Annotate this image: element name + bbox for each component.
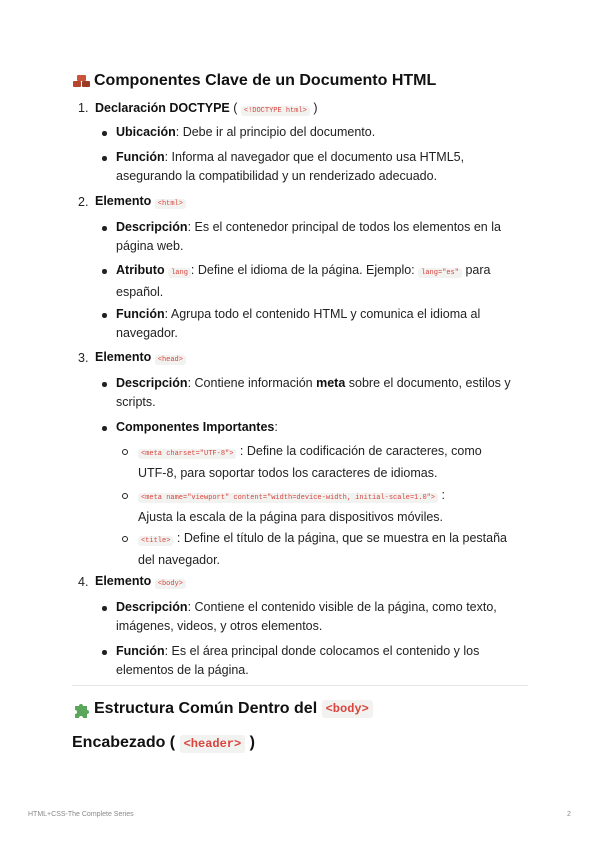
divider [72, 685, 528, 686]
bullet-label: Descripción [116, 220, 188, 234]
sub-bullet-text: : Define el título de la página, que se muestra en la pestaña [176, 531, 507, 545]
bullet-icon [102, 131, 107, 136]
sub-bullet-text: : [441, 488, 446, 502]
list-item [116, 148, 464, 186]
bullet-text-line2: imágenes, videos, y otros elementos. [116, 619, 323, 633]
bullet-icon [102, 156, 107, 161]
inline-code: <head> [155, 355, 186, 365]
item-title-row [95, 192, 186, 214]
bullet-text-line2: scripts. [116, 395, 156, 409]
bullet-label: Descripción [116, 376, 188, 390]
sub-bullet-icon [122, 449, 128, 455]
bullet-icon [102, 650, 107, 655]
list-item [116, 642, 479, 680]
inline-code: <header> [180, 735, 246, 753]
bullet-text: : Informa al navegador que el documento usa HTML5, [164, 150, 465, 164]
inline-code: <body> [322, 700, 373, 718]
sub-list-item [138, 529, 507, 570]
list-item [116, 598, 497, 636]
heading-header: Encabezado ( <header> ) [72, 734, 255, 751]
bullet-text: para [465, 263, 491, 277]
item-title-row [95, 348, 186, 370]
sub-bullet-icon [122, 493, 128, 499]
list-item [116, 218, 501, 256]
heading-components-text: Componentes Clave de un Documento HTML [94, 72, 437, 89]
bullet-icon [102, 426, 107, 431]
sub-bullet-text: : Define la codificación de caracteres, como [239, 444, 482, 458]
item-title: Elemento [95, 350, 152, 364]
bullet-text: : Es el área principal donde colocamos el contenido y los [164, 644, 480, 658]
bullet-icon [102, 313, 107, 318]
inline-code: <html> [155, 199, 186, 209]
bullet-label: Función [116, 644, 165, 658]
item-title-row: Declaración DOCTYPE ( <!DOCTYPE html> ) [95, 101, 318, 115]
list-item [116, 123, 375, 142]
bullet-icon [102, 606, 107, 611]
bullet-label: Componentes Importantes [116, 420, 275, 434]
bullet-text-line2: elementos de la página. [116, 663, 249, 677]
item-number: 4. [78, 575, 89, 589]
page-number: 2 [567, 811, 571, 818]
sub-bullet-text-line2: UTF-8, para soportar todos los caracteres de idiomas. [138, 466, 438, 480]
puzzle-icon [72, 701, 92, 717]
bullet-icon [102, 226, 107, 231]
bullet-text-line2: navegador. [116, 326, 178, 340]
list-item [116, 261, 490, 302]
bullet-text: : Contiene información [187, 376, 317, 390]
sub-bullet-icon [122, 536, 128, 542]
bullet-label: Atributo [116, 263, 165, 277]
sub-bullet-text-line2: del navegador. [138, 553, 221, 567]
footer-title: HTML+CSS-The Complete Series [28, 811, 134, 818]
heading-components [72, 72, 436, 90]
item-title: Elemento [95, 194, 152, 208]
inline-code: lang [168, 268, 191, 278]
sub-list-item [138, 486, 445, 527]
item-title: Elemento [95, 574, 152, 588]
heading-structure [72, 700, 373, 718]
item-title-row [95, 572, 186, 594]
heading-structure-text: Estructura Común Dentro del [94, 700, 318, 717]
bullet-text-line2: asegurando la compatibilidad y un renderizado adecuado. [116, 169, 438, 183]
bullet-label: Función [116, 150, 165, 164]
inline-code: <body> [155, 579, 186, 589]
bullet-text: sobre el documento, estilos y [345, 376, 511, 390]
bullet-label: Descripción [116, 600, 188, 614]
bullet-icon [102, 269, 107, 274]
item-number: 3. [78, 351, 89, 365]
sub-bullet-text-line2: Ajusta la escala de la página para dispositivos móviles. [138, 510, 444, 524]
bullet-label: Ubicación [116, 125, 176, 139]
bullet-text: : Debe ir al principio del documento. [175, 125, 376, 139]
list-item [116, 374, 511, 412]
bullet-icon [102, 382, 107, 387]
inline-code: <meta name="viewport" content="width=device-width, initial-scale=1.0"> [138, 493, 438, 503]
item-title: Declaración DOCTYPE [95, 101, 230, 115]
bullet-text-line2: español. [116, 285, 164, 299]
bricks-icon [72, 73, 92, 89]
list-item [116, 305, 480, 343]
bullet-label: Función [116, 307, 165, 321]
list-item [116, 418, 278, 437]
bullet-text: : Es el contenedor principal de todos los elementos en la [187, 220, 501, 234]
item-number: 2. [78, 195, 89, 209]
item-number: 1. [78, 101, 89, 115]
bullet-text: : Contiene el contenido visible de la página, como texto, [187, 600, 497, 614]
bullet-text-line2: página web. [116, 239, 184, 253]
inline-code: lang="es" [418, 268, 462, 278]
bullet-text: : Agrupa todo el contenido HTML y comunica el idioma al [164, 307, 481, 321]
bullet-text: : [274, 420, 278, 434]
inline-code: <title> [138, 536, 173, 546]
sub-list-item [138, 442, 482, 483]
inline-code: <meta charset="UTF-8"> [138, 449, 236, 459]
bullet-bold: meta [316, 376, 346, 390]
bullet-text: : Define el idioma de la página. Ejemplo: [190, 263, 415, 277]
inline-code: <!DOCTYPE html> [241, 106, 310, 116]
